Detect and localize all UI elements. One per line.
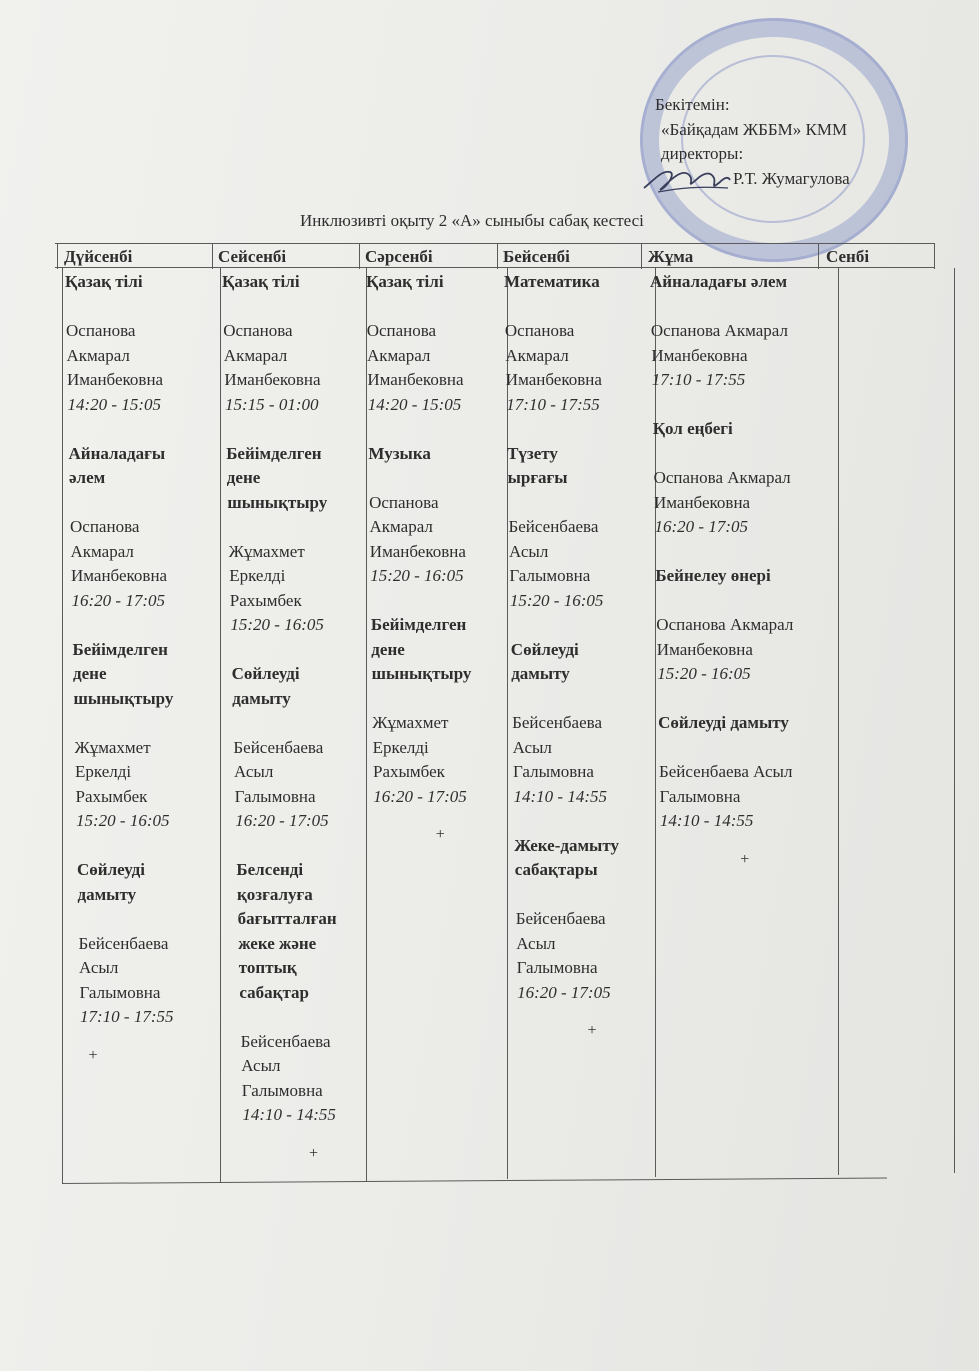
subject-name: әлем: [69, 468, 106, 487]
col-divider-3: [497, 243, 498, 269]
col-divider-6-body: [954, 268, 955, 1173]
teacher-name: Оспанова: [66, 321, 136, 340]
teacher-name: Оспанова Акмарал: [650, 321, 788, 340]
lesson-time: 15:20 - 16:05: [657, 664, 751, 683]
teacher-name: Бейсенбаева: [78, 933, 169, 953]
subject-name: Музыка: [368, 443, 431, 463]
subject-name: Белсенді: [236, 860, 304, 879]
teacher-name: Оспанова: [223, 321, 293, 340]
plus-mark: +: [309, 1144, 319, 1162]
subject-name: Бейнелеу өнері: [655, 566, 771, 585]
teacher-name: Рахымбек: [229, 590, 302, 610]
header-tuesday: Сейсенбі: [218, 247, 287, 266]
subject-name: Түзету: [507, 443, 558, 463]
teacher-name: Галымовна: [516, 958, 598, 977]
lesson-time: 16:20 - 17:05: [517, 982, 611, 1002]
spacer: [368, 417, 471, 442]
lesson-time: 16:20 - 17:05: [373, 786, 467, 806]
spacer: [68, 417, 173, 442]
spacer: [233, 711, 337, 736]
spacer: [228, 515, 337, 540]
subject-name: шынықтыру: [227, 492, 328, 512]
spacer: [512, 687, 619, 712]
spacer: [652, 393, 793, 418]
table-top-border: [55, 243, 935, 244]
lesson-time: 16:20 - 17:05: [71, 590, 165, 610]
subject-name: сабақтар: [239, 982, 309, 1002]
teacher-name: Акмарал: [70, 541, 134, 561]
teacher-name: Оспанова: [70, 517, 140, 536]
header-friday: Жұма: [648, 247, 694, 266]
teacher-name: Асыл: [512, 737, 552, 757]
spacer: [651, 295, 794, 320]
teacher-name: Бейсенбаева Асыл: [659, 762, 793, 781]
teacher-name: Иманбековна: [369, 541, 466, 561]
teacher-name: Бейсенбаева: [240, 1031, 331, 1051]
teacher-name: Галымовна: [509, 566, 591, 585]
teacher-name: Галымовна: [513, 762, 594, 781]
teacher-name: Оспанова: [504, 321, 575, 340]
subject-name: дамыту: [232, 688, 291, 708]
column-thursday: [504, 270, 619, 1044]
lesson-time: 14:10 - 14:55: [659, 811, 754, 830]
subject-name: Бейімделген: [226, 443, 322, 463]
plus-mark: +: [587, 1022, 597, 1039]
subject-name: Сөйлеуді: [231, 664, 300, 683]
header-wednesday: Сәрсенбі: [365, 247, 433, 266]
lesson-time: 15:20 - 16:05: [76, 811, 170, 830]
col-divider-0-body: [62, 268, 63, 1183]
lesson-time: 17:10 - 17:55: [651, 370, 746, 389]
spacer: [223, 295, 337, 320]
subject-name: Айналадағы: [68, 443, 166, 463]
teacher-name: Бейсенбаева: [233, 737, 324, 757]
spacer: [66, 295, 174, 320]
teacher-name: Рахымбек: [75, 786, 148, 806]
col-divider-1-body: [220, 268, 221, 1183]
header-thursday: Бейсенбі: [503, 247, 570, 266]
lesson-time: 14:20 - 15:05: [67, 394, 161, 414]
subject-name: Сөйлеуді дамыту: [658, 713, 789, 732]
teacher-name: Жұмахмет: [372, 713, 449, 732]
teacher-name: Оспанова: [369, 492, 439, 512]
col-divider-4: [641, 243, 642, 269]
subject-name: ырғағы: [507, 468, 568, 487]
subject-name: дене: [226, 468, 261, 487]
lesson-time: 17:10 - 17:55: [506, 394, 600, 414]
subject-name: топтық: [238, 958, 297, 977]
spacer: [70, 491, 174, 516]
subject-name: жеке және: [238, 933, 317, 953]
subject-name: қозғалуға: [237, 884, 313, 904]
subject-name: Қазақ тілі: [366, 272, 444, 291]
subject-name: дене: [371, 639, 405, 659]
spacer: [653, 442, 793, 467]
teacher-name: Иманбековна: [651, 345, 748, 365]
subject-name: Сөйлеуді: [510, 639, 579, 659]
subject-name: Бейімделген: [72, 639, 168, 659]
subject-name: Бейімделген: [370, 615, 467, 634]
plus-mark: +: [435, 826, 445, 843]
col-divider-5-body: [838, 268, 839, 1175]
teacher-name: Иманбековна: [224, 370, 321, 389]
header-monday: Дүйсенбі: [64, 247, 133, 266]
spacer: [226, 417, 337, 442]
lesson-time: 14:20 - 15:05: [367, 394, 462, 414]
col-divider-0: [57, 243, 58, 269]
spacer: [77, 834, 174, 859]
teacher-name: Акмарал: [223, 345, 288, 365]
spacer: [78, 907, 173, 932]
subject-name: дене: [73, 664, 107, 683]
spacer: [659, 736, 794, 761]
teacher-name: Иманбековна: [505, 370, 602, 389]
teacher-name: Акмарал: [367, 345, 431, 365]
schedule-title: Инклюзивті оқыту 2 «А» сыныбы сабақ кестесі: [300, 211, 644, 230]
subject-name: Қазақ тілі: [222, 272, 300, 291]
teacher-name: Акмарал: [66, 345, 130, 365]
teacher-name: Асыл: [241, 1056, 281, 1075]
spacer: [507, 417, 619, 442]
teacher-name: Оспанова: [366, 321, 437, 340]
teacher-name: Асыл: [516, 933, 556, 953]
approval-director-name: Р.Т. Жумагулова: [733, 168, 850, 188]
spacer: [508, 491, 619, 516]
teacher-name: Иманбековна: [656, 639, 753, 659]
lesson-time: 16:20 - 17:05: [235, 811, 329, 830]
subject-name: дамыту: [77, 884, 137, 904]
lesson-time: 14:10 - 14:55: [242, 1105, 336, 1124]
spacer: [372, 687, 472, 712]
teacher-name: Жұмахмет: [74, 737, 151, 757]
teacher-name: Иманбековна: [367, 370, 464, 389]
subject-name: бағытталған: [237, 909, 337, 928]
col-divider-1: [212, 243, 213, 269]
subject-name: Қазақ тілі: [65, 272, 143, 291]
spacer: [369, 466, 472, 491]
lesson-time: 17:10 - 17:55: [80, 1007, 174, 1026]
teacher-name: Еркелді: [229, 566, 286, 585]
teacher-name: Галымовна: [241, 1080, 323, 1100]
approval-label: Бекітемін:: [655, 95, 730, 114]
lesson-time: 15:20 - 16:05: [370, 566, 464, 585]
subject-name: Жеке-дамыту: [514, 835, 619, 855]
plus-mark: +: [740, 850, 750, 868]
spacer: [655, 540, 793, 565]
header-saturday: Сенбі: [826, 247, 870, 266]
teacher-name: Рахымбек: [373, 762, 445, 781]
subject-name: сабақтары: [514, 860, 598, 879]
spacer: [231, 638, 337, 663]
spacer: [74, 711, 173, 736]
spacer: [510, 613, 619, 638]
col-divider-5: [818, 243, 819, 269]
teacher-name: Галымовна: [79, 982, 161, 1002]
col-divider-2: [359, 243, 360, 269]
teacher-name: Иманбековна: [67, 370, 164, 389]
spacer: [514, 809, 619, 834]
teacher-name: Еркелді: [372, 737, 429, 757]
teacher-name: Асыл: [234, 762, 274, 781]
teacher-name: Галымовна: [659, 786, 741, 806]
subject-name: дамыту: [511, 664, 570, 683]
teacher-name: Галымовна: [234, 786, 316, 806]
subject-name: Математика: [504, 272, 600, 291]
spacer: [236, 834, 337, 859]
teacher-name: Асыл: [79, 958, 119, 977]
column-friday: [650, 270, 793, 872]
lesson-time: 15:20 - 16:05: [230, 615, 324, 634]
teacher-name: Иманбековна: [654, 492, 751, 512]
lesson-time: 15:15 - 01:00: [225, 394, 319, 414]
header-bottom-border: [55, 267, 935, 268]
col-divider-6: [934, 243, 935, 269]
spacer: [515, 883, 619, 908]
teacher-name: Бейсенбаева: [512, 713, 602, 732]
spacer: [240, 1005, 337, 1030]
teacher-name: Еркелді: [75, 762, 132, 781]
teacher-name: Жұмахмет: [228, 541, 305, 561]
spacer: [72, 613, 173, 638]
spacer: [371, 589, 472, 614]
teacher-name: Акмарал: [369, 517, 433, 536]
teacher-name: Оспанова Акмарал: [656, 615, 794, 634]
teacher-name: Бейсенбаева: [508, 517, 599, 536]
column-monday: [65, 270, 173, 1068]
subject-name: шынықтыру: [73, 688, 174, 708]
lesson-time: 14:10 - 14:55: [513, 786, 607, 806]
subject-name: Сөйлеуді: [77, 860, 145, 879]
approval-organization: «Байқадам ЖББМ» КММ: [661, 119, 848, 139]
teacher-name: Акмарал: [505, 345, 569, 365]
subject-name: Қол еңбегі: [652, 419, 733, 438]
teacher-name: Иманбековна: [71, 566, 168, 585]
subject-name: Айналадағы әлем: [650, 272, 788, 291]
teacher-name: Оспанова Акмарал: [653, 468, 791, 487]
plus-mark: +: [88, 1046, 98, 1064]
spacer: [366, 295, 471, 320]
subject-name: шынықтыру: [371, 664, 472, 683]
lesson-time: 16:20 - 17:05: [654, 517, 748, 536]
approval-block: [655, 93, 850, 191]
teacher-name: Асыл: [509, 541, 549, 561]
table-bottom-border: [62, 1178, 887, 1184]
column-wednesday: [366, 270, 471, 848]
spacer: [658, 687, 794, 712]
approval-position: директоры:: [661, 144, 744, 163]
lesson-time: 15:20 - 16:05: [509, 590, 604, 610]
teacher-name: Бейсенбаева: [515, 909, 606, 928]
spacer: [505, 295, 619, 320]
column-tuesday: [222, 270, 337, 1166]
spacer: [656, 589, 793, 614]
